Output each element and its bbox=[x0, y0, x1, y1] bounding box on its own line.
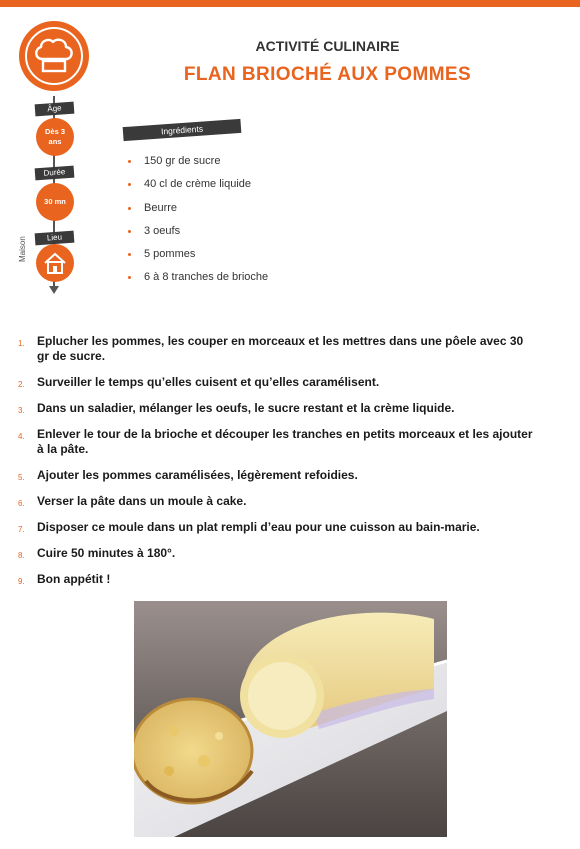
step-item bbox=[18, 427, 538, 457]
step-number: 1. bbox=[18, 339, 25, 348]
step-number: 6. bbox=[18, 499, 25, 508]
ingredient-text: 3 oeufs bbox=[144, 224, 181, 237]
place-tag: Lieu bbox=[35, 231, 75, 246]
step-text: Cuire 50 minutes à 180°. bbox=[37, 546, 176, 560]
place-value: Maison bbox=[18, 236, 27, 262]
step-text: Verser la pâte dans un moule à cake. bbox=[37, 494, 247, 508]
ingredient-item bbox=[128, 248, 268, 271]
step-text: Dans un saladier, mélanger les oeufs, le sucre restant et la crème liquide. bbox=[37, 401, 455, 415]
step-text: Surveiller le temps qu’elles cuisent et qu’elles caramélisent. bbox=[37, 375, 380, 389]
step-text: Bon appétit ! bbox=[37, 572, 111, 586]
ingredient-item bbox=[128, 202, 268, 225]
ingredient-item bbox=[128, 225, 268, 248]
bullet-icon bbox=[128, 183, 131, 186]
ingredient-text: 150 gr de sucre bbox=[144, 155, 221, 167]
timeline-arrow bbox=[49, 286, 59, 294]
step-number: 8. bbox=[18, 551, 25, 560]
step-item bbox=[18, 520, 538, 535]
top-accent-bar bbox=[0, 0, 580, 7]
ingredient-text: Beurre bbox=[144, 201, 178, 214]
step-text: Enlever le tour de la brioche et découper les tranches en petits morceaux et les ajouter à la pâte. bbox=[37, 427, 533, 456]
duration-badge bbox=[36, 183, 74, 221]
age-tag: Âge bbox=[35, 102, 75, 117]
dish-photo bbox=[134, 601, 447, 837]
age-badge bbox=[36, 118, 74, 156]
step-text: Disposer ce moule dans un plat rempli d’eau pour une cuisson au bain-marie. bbox=[37, 520, 480, 534]
step-number: 7. bbox=[18, 525, 25, 534]
duration-tag: Durée bbox=[35, 166, 75, 181]
ingredient-item bbox=[128, 271, 268, 294]
step-item bbox=[18, 494, 538, 509]
duration-value: 30 mn bbox=[44, 197, 66, 206]
bullet-icon bbox=[128, 207, 131, 210]
recipe-title: FLAN BRIOCHÉ AUX POMMES bbox=[183, 64, 472, 85]
ingredients-list bbox=[128, 155, 268, 295]
bullet-icon bbox=[128, 160, 131, 163]
step-text: Ajouter les pommes caramélisées, légèrement refoidies. bbox=[37, 468, 358, 482]
step-item bbox=[18, 401, 538, 416]
step-number: 9. bbox=[18, 577, 25, 586]
bullet-icon bbox=[128, 276, 131, 279]
step-item bbox=[18, 334, 538, 364]
house-icon bbox=[36, 244, 74, 282]
step-text: Eplucher les pommes, les couper en morceaux et les mettres dans une pôele avec 30 gr de sucre. bbox=[37, 334, 524, 363]
step-item bbox=[18, 572, 538, 587]
step-number: 2. bbox=[18, 380, 25, 389]
age-value: Dès 3 ans bbox=[44, 127, 65, 146]
ingredient-item bbox=[128, 178, 268, 201]
bullet-icon bbox=[128, 253, 131, 256]
step-number: 3. bbox=[18, 406, 25, 415]
ingredient-text: 40 cl de crème liquide bbox=[144, 178, 252, 191]
ingredient-text: 6 à 8 tranches de brioche bbox=[144, 271, 269, 284]
ingredients-tag: Ingrédients bbox=[123, 119, 242, 141]
ingredient-text: 5 pommes bbox=[144, 248, 196, 261]
step-number: 5. bbox=[18, 473, 25, 482]
chef-hat-icon bbox=[19, 21, 89, 91]
step-item bbox=[18, 468, 538, 483]
bullet-icon bbox=[128, 230, 131, 233]
ingredient-item bbox=[128, 155, 268, 178]
steps-list bbox=[18, 334, 538, 587]
step-item bbox=[18, 546, 538, 561]
step-number: 4. bbox=[18, 432, 25, 441]
activity-kicker: ACTIVITÉ CULINAIRE bbox=[255, 38, 400, 54]
step-item bbox=[18, 375, 538, 390]
